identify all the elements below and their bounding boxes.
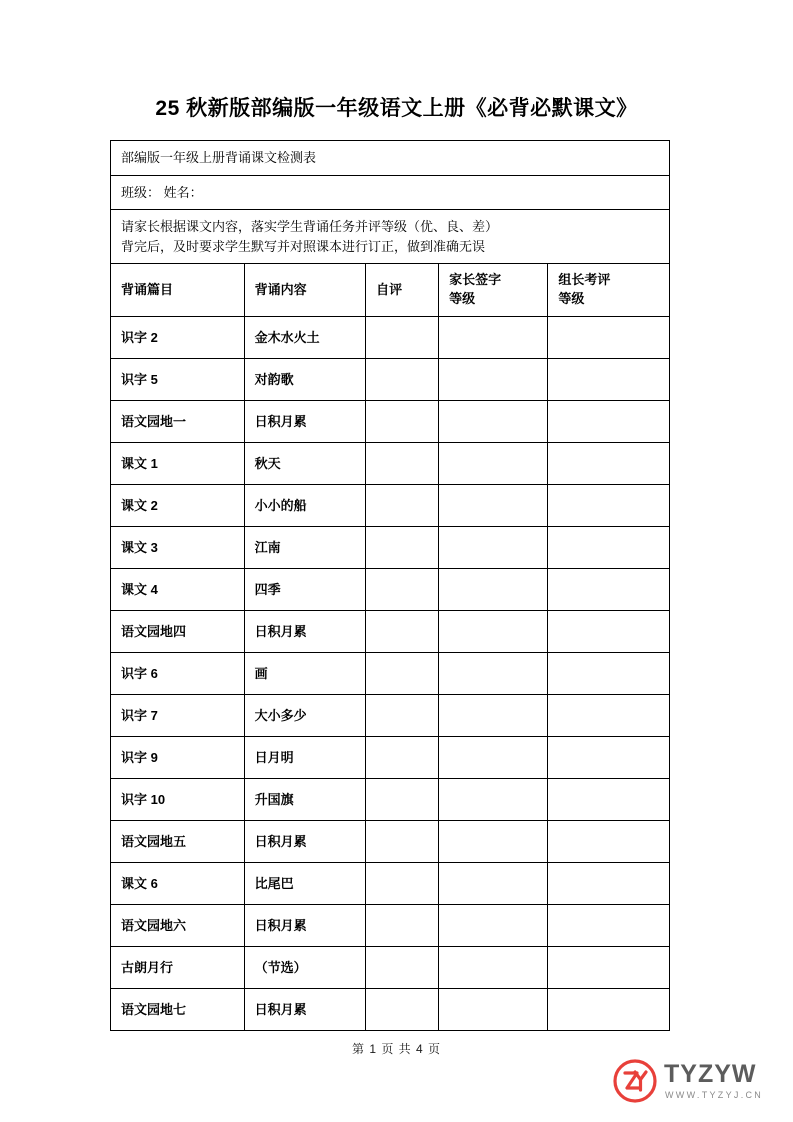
column-header-leader-eval-line1: 组长考评 <box>558 272 611 288</box>
watermark-url: WWW.TYZYJ.CN <box>665 1090 764 1100</box>
row-leader-eval[interactable] <box>548 443 670 485</box>
column-header-parent-signature-line1: 家长签字 <box>449 272 502 288</box>
row-title: 识字 9 <box>111 737 245 779</box>
table-row <box>111 779 670 821</box>
row-content: 小小的船 <box>244 485 366 527</box>
table-caption-row <box>111 141 670 176</box>
row-self-eval[interactable] <box>366 611 439 653</box>
row-content: 日月明 <box>244 737 366 779</box>
row-leader-eval[interactable] <box>548 947 670 989</box>
row-parent-signature[interactable] <box>439 821 548 863</box>
row-self-eval[interactable] <box>366 905 439 947</box>
row-leader-eval[interactable] <box>548 569 670 611</box>
row-content: 升国旗 <box>244 779 366 821</box>
table-row <box>111 485 670 527</box>
row-parent-signature[interactable] <box>439 695 548 737</box>
row-parent-signature[interactable] <box>439 359 548 401</box>
row-title: 识字 10 <box>111 779 245 821</box>
instruction-line-2: 背完后，及时要求学生默写并对照课本进行订正，做到准确无误 <box>121 238 486 254</box>
row-self-eval[interactable] <box>366 527 439 569</box>
column-header-leader-eval-line2: 等级 <box>558 291 585 306</box>
row-parent-signature[interactable] <box>439 401 548 443</box>
row-self-eval[interactable] <box>366 317 439 359</box>
row-leader-eval[interactable] <box>548 863 670 905</box>
row-parent-signature[interactable] <box>439 443 548 485</box>
row-content: 日积月累 <box>244 989 366 1031</box>
row-title: 课文 6 <box>111 863 245 905</box>
row-self-eval[interactable] <box>366 947 439 989</box>
row-leader-eval[interactable] <box>548 989 670 1031</box>
row-self-eval[interactable] <box>366 989 439 1031</box>
table-row <box>111 905 670 947</box>
column-header-parent-signature <box>439 264 548 317</box>
row-leader-eval[interactable] <box>548 779 670 821</box>
row-content: 四季 <box>244 569 366 611</box>
class-name-fields: 班级： 姓名： <box>111 175 670 210</box>
row-content: 比尾巴 <box>244 863 366 905</box>
row-parent-signature[interactable] <box>439 737 548 779</box>
table-row <box>111 443 670 485</box>
row-title: 识字 7 <box>111 695 245 737</box>
row-self-eval[interactable] <box>366 821 439 863</box>
row-leader-eval[interactable] <box>548 611 670 653</box>
row-title: 语文园地一 <box>111 401 245 443</box>
column-header-content: 背诵内容 <box>244 264 366 317</box>
row-content: 日积月累 <box>244 821 366 863</box>
row-parent-signature[interactable] <box>439 611 548 653</box>
row-parent-signature[interactable] <box>439 569 548 611</box>
row-leader-eval[interactable] <box>548 695 670 737</box>
row-leader-eval[interactable] <box>548 653 670 695</box>
tyzyw-logo-icon <box>612 1058 658 1104</box>
table-row <box>111 653 670 695</box>
row-leader-eval[interactable] <box>548 401 670 443</box>
row-title: 课文 1 <box>111 443 245 485</box>
row-leader-eval[interactable] <box>548 821 670 863</box>
row-title: 识字 5 <box>111 359 245 401</box>
row-parent-signature[interactable] <box>439 863 548 905</box>
row-parent-signature[interactable] <box>439 947 548 989</box>
row-content: 大小多少 <box>244 695 366 737</box>
row-self-eval[interactable] <box>366 779 439 821</box>
column-header-parent-signature-line2: 等级 <box>449 291 476 306</box>
row-title: 语文园地五 <box>111 821 245 863</box>
row-parent-signature[interactable] <box>439 905 548 947</box>
row-content: 秋天 <box>244 443 366 485</box>
row-content: （节选） <box>244 947 366 989</box>
instructions-cell <box>111 210 670 264</box>
row-parent-signature[interactable] <box>439 653 548 695</box>
instructions-row <box>111 210 670 264</box>
row-parent-signature[interactable] <box>439 989 548 1031</box>
table-row <box>111 611 670 653</box>
row-content: 日积月累 <box>244 611 366 653</box>
row-self-eval[interactable] <box>366 695 439 737</box>
row-content: 对韵歌 <box>244 359 366 401</box>
table-row <box>111 947 670 989</box>
table-row <box>111 527 670 569</box>
table-row <box>111 317 670 359</box>
row-content: 日积月累 <box>244 401 366 443</box>
row-self-eval[interactable] <box>366 569 439 611</box>
row-leader-eval[interactable] <box>548 317 670 359</box>
row-parent-signature[interactable] <box>439 527 548 569</box>
table-row <box>111 863 670 905</box>
row-self-eval[interactable] <box>366 863 439 905</box>
row-parent-signature[interactable] <box>439 779 548 821</box>
row-self-eval[interactable] <box>366 737 439 779</box>
table-row <box>111 359 670 401</box>
row-title: 课文 3 <box>111 527 245 569</box>
row-title: 课文 4 <box>111 569 245 611</box>
instruction-line-1: 请家长根据课文内容，落实学生背诵任务并评等级（优、良、差） <box>121 219 499 234</box>
watermark <box>612 1058 777 1110</box>
table-row <box>111 989 670 1031</box>
row-title: 课文 2 <box>111 485 245 527</box>
row-self-eval[interactable] <box>366 653 439 695</box>
table-header-row <box>111 264 670 317</box>
row-self-eval[interactable] <box>366 401 439 443</box>
row-title: 古朗月行 <box>111 947 245 989</box>
row-self-eval[interactable] <box>366 359 439 401</box>
page-title: 25 秋新版部编版一年级语文上册《必背必默课文》 <box>155 97 638 120</box>
row-content: 江南 <box>244 527 366 569</box>
row-leader-eval[interactable] <box>548 527 670 569</box>
student-fields-row <box>111 175 670 210</box>
row-parent-signature[interactable] <box>439 317 548 359</box>
watermark-brand: TYZYW <box>664 1060 757 1088</box>
row-leader-eval[interactable] <box>548 737 670 779</box>
row-self-eval[interactable] <box>366 485 439 527</box>
row-title: 识字 2 <box>111 317 245 359</box>
table-row <box>111 737 670 779</box>
table-row <box>111 695 670 737</box>
row-leader-eval[interactable] <box>548 359 670 401</box>
recitation-checklist-table <box>110 140 670 1031</box>
table-row <box>111 401 670 443</box>
table-caption: 部编版一年级上册背诵课文检测表 <box>111 141 670 176</box>
row-title: 识字 6 <box>111 653 245 695</box>
row-title: 语文园地六 <box>111 905 245 947</box>
page-footer: 第 1 页 共 4 页 <box>351 1042 442 1056</box>
row-parent-signature[interactable] <box>439 485 548 527</box>
row-content: 金木水火土 <box>244 317 366 359</box>
row-title: 语文园地七 <box>111 989 245 1031</box>
row-content: 画 <box>244 653 366 695</box>
column-header-leader-eval <box>548 264 670 317</box>
row-leader-eval[interactable] <box>548 485 670 527</box>
column-header-title: 背诵篇目 <box>111 264 245 317</box>
table-row <box>111 569 670 611</box>
row-self-eval[interactable] <box>366 443 439 485</box>
row-content: 日积月累 <box>244 905 366 947</box>
column-header-self-eval: 自评 <box>366 264 439 317</box>
row-title: 语文园地四 <box>111 611 245 653</box>
table-row <box>111 821 670 863</box>
row-leader-eval[interactable] <box>548 905 670 947</box>
